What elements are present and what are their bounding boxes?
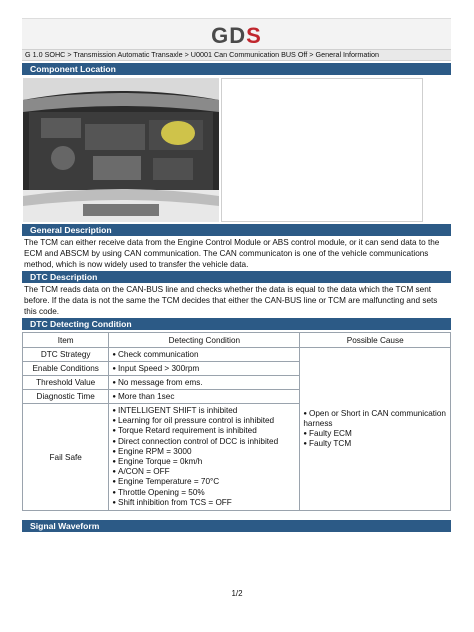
fail-safe-line: ● INTELLIGENT SHIFT is inhibited [112,406,296,416]
header-band [22,18,451,49]
row-item: DTC Strategy [23,348,109,362]
header-detecting-condition: Detecting Condition [109,333,300,348]
row-condition: ● More than 1sec [109,390,300,404]
location-blank-panel [221,78,423,222]
fail-safe-line: ● A/CON = OFF [112,467,296,477]
fail-safe-line: ● Shift inhibition from TCS = OFF [112,498,296,508]
row-item: Threshold Value [23,376,109,390]
table-header-row [23,333,451,348]
gds-logo: GDS [211,23,262,48]
row-condition: ● No message from ems. [109,376,300,390]
engine-bay-photo [23,78,219,222]
row-condition: ● Check communication [109,348,300,362]
engine-bay-image [23,78,219,222]
cause-line: ● Faulty TCM [303,439,447,449]
page-number: 1/2 [231,589,243,598]
dtc-description-heading: DTC Description [22,271,451,283]
fail-safe-line: ● Direct connection control of DCC is inhibited [112,437,296,447]
general-description-heading: General Description [22,224,451,236]
fail-safe-line: ● Engine Torque = 0km/h [112,457,296,467]
dtc-detecting-condition-heading: DTC Detecting Condition [22,318,451,330]
fail-safe-line: ● Engine RPM = 3000 [112,447,296,457]
cause-line: ● Faulty ECM [303,429,447,439]
fail-safe-line: ● Throttle Opening = 50% [112,488,296,498]
row-item: Enable Conditions [23,362,109,376]
cause-line: ● Open or Short in CAN communication harness [303,409,447,429]
breadcrumb: G 1.0 SOHC > Transmission Automatic Transaxle > U0001 Can Communication BUS Off > General Information [22,49,451,61]
row-item: Diagnostic Time [23,390,109,404]
fail-safe-line: ● Engine Temperature = 70°C [112,477,296,487]
document-page [22,18,451,532]
fail-safe-line: ● Learning for oil pressure control is inhibited [112,416,296,426]
header-item: Item [23,333,109,348]
general-description-text: The TCM can either receive data from the Engine Control Module or ABS control module, or it can send data to the ECM and ABSCM by using CAN communication. The CAN communicaton is one of the vehicle communications method, which is now widely used to transfer the vehicle data. [24,238,440,269]
fail-safe-line: ● Torque Retard requirement is inhibited [112,426,296,436]
dtc-condition-table [22,332,451,511]
row-item-fail-safe: Fail Safe [23,404,109,511]
component-location-heading: Component Location [22,63,451,75]
component-location-figure [22,78,451,224]
row-condition: ● Input Speed > 300rpm [109,362,300,376]
header-possible-cause: Possible Cause [300,333,451,348]
possible-cause-cell [300,348,451,511]
table-row [23,348,451,362]
signal-waveform-heading: Signal Waveform [22,520,451,532]
dtc-description-text: The TCM reads data on the CAN-BUS line and checks whether the data is equal to the data which the TCM sent before. If the data is not the same the TCM decides that either the CAN-BUS line or TCM are malfuncting and sets this code. [24,285,438,316]
fail-safe-conditions [109,404,300,511]
